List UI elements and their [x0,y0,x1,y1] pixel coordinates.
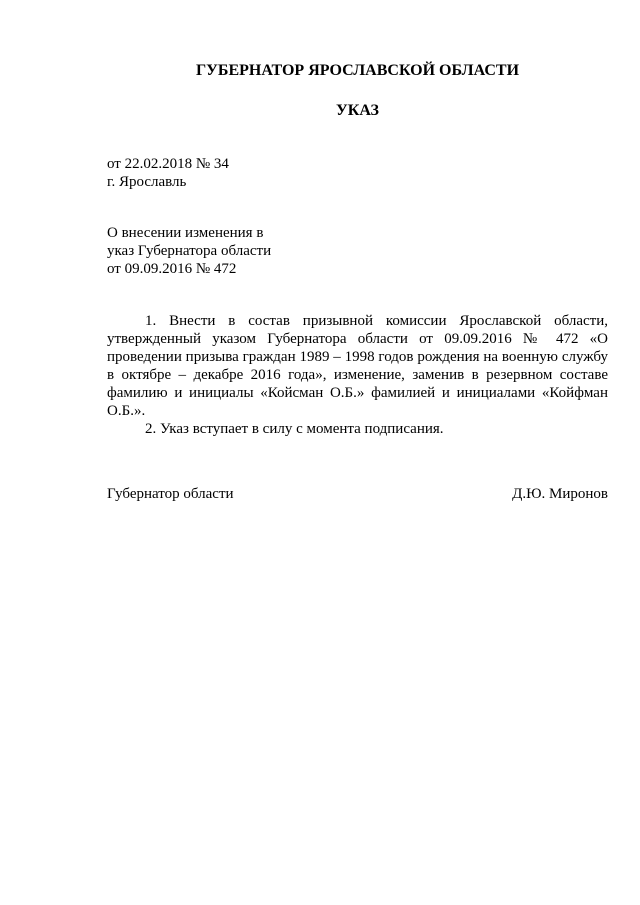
subject-line-2: указ Губернатора области [107,243,272,259]
subject-line-3: от 09.09.2016 № 472 [107,261,237,277]
signature-name: Д.Ю. Миронов [512,486,608,502]
document-subject [107,224,271,278]
date-number: от 22.02.2018 № 34 [107,156,229,172]
document-type-title: УКАЗ [336,102,379,119]
authority-title: ГУБЕРНАТОР ЯРОСЛАВСКОЙ ОБЛАСТИ [195,62,520,79]
signature-block [107,486,608,503]
document-body [107,312,608,438]
paragraph-1: 1. Внести в состав призывной комиссии Ярославской области, утвержденный указом Губернатора области от 09.09.2016 № 472 «О проведении призыва граждан 1989 – 1998 годов рождения на военную службу в октябре – декабре 2016 года», изменение, заменив в резервном составе фамилию и инициалы «Койсман О.Б.» фамилией и инициалами «Койфман О.Б.». [107,313,608,419]
signature-position: Губернатор области [107,486,234,502]
subject-line-1: О внесении изменения в [107,225,264,241]
document-meta [107,155,229,191]
paragraph-2: 2. Указ вступает в силу с момента подписания. [145,421,444,437]
city: г. Ярославль [107,174,187,190]
